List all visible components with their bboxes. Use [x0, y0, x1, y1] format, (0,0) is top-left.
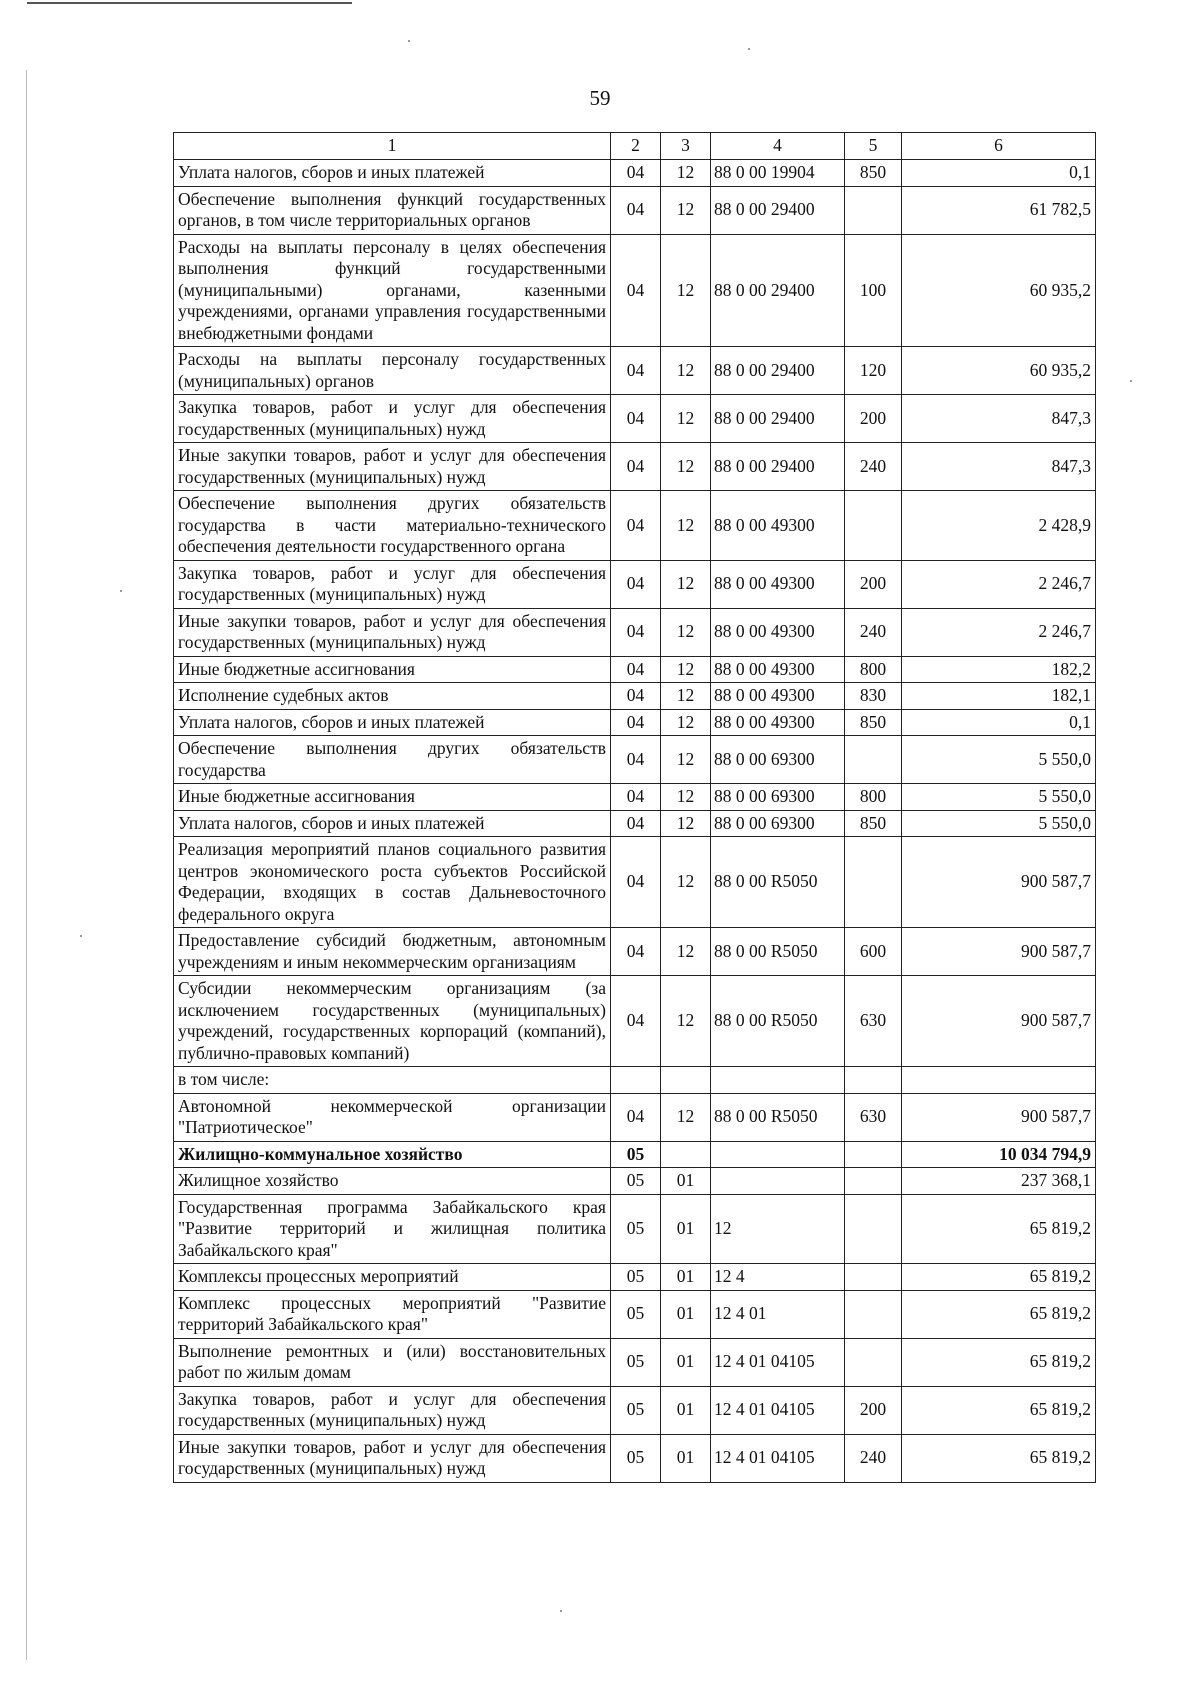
table-row [174, 1093, 1096, 1141]
table-row [174, 395, 1096, 443]
scan-speck [408, 40, 410, 42]
expense-type-cell [845, 1067, 902, 1094]
target-article-cell [711, 1168, 845, 1195]
expense-type-cell [845, 491, 902, 561]
expense-type-cell: 850 [845, 160, 902, 187]
table-row [174, 347, 1096, 395]
row-name-cell: Выполнение ремонтных и (или) восстановительных работ по жилым домам [174, 1338, 611, 1386]
section-code-cell: 04 [611, 234, 661, 347]
amount-cell: 900 587,7 [902, 1093, 1096, 1141]
scan-speck [1130, 380, 1132, 382]
amount-cell: 847,3 [902, 443, 1096, 491]
subsection-code-cell: 12 [661, 928, 711, 976]
expense-type-cell: 200 [845, 560, 902, 608]
amount-cell: 847,3 [902, 395, 1096, 443]
section-code-cell: 05 [611, 1168, 661, 1195]
amount-cell [902, 1067, 1096, 1094]
subsection-code-cell: 12 [661, 976, 711, 1067]
section-code-cell: 04 [611, 347, 661, 395]
table-row [174, 1338, 1096, 1386]
target-article-cell [711, 1141, 845, 1168]
row-name-cell: Расходы на выплаты персоналу государственных (муниципальных) органов [174, 347, 611, 395]
section-code-cell: 05 [611, 1141, 661, 1168]
expense-type-cell: 800 [845, 784, 902, 811]
subsection-code-cell: 12 [661, 186, 711, 234]
section-code-cell [611, 1067, 661, 1094]
row-name-cell: Иные бюджетные ассигнования [174, 656, 611, 683]
column-header-2: 2 [611, 133, 661, 160]
target-article-cell: 88 0 00 R5050 [711, 837, 845, 928]
amount-cell: 60 935,2 [902, 347, 1096, 395]
scan-speck [560, 1610, 562, 1612]
target-article-cell: 88 0 00 49300 [711, 491, 845, 561]
subsection-code-cell [661, 1067, 711, 1094]
table-row [174, 810, 1096, 837]
expense-type-cell: 240 [845, 608, 902, 656]
table-row [174, 656, 1096, 683]
row-name-cell: Иные закупки товаров, работ и услуг для обеспечения государственных (муниципальных) нужд [174, 1434, 611, 1482]
subsection-code-cell: 01 [661, 1386, 711, 1434]
subsection-code-cell: 12 [661, 560, 711, 608]
row-name-cell: Уплата налогов, сборов и иных платежей [174, 810, 611, 837]
target-article-cell: 12 4 01 [711, 1290, 845, 1338]
subsection-code-cell: 12 [661, 395, 711, 443]
row-name-cell: Предоставление субсидий бюджетным, автономным учреждениям и иным некоммерческим организациям [174, 928, 611, 976]
row-name-cell: Исполнение судебных актов [174, 683, 611, 710]
expense-type-cell: 240 [845, 1434, 902, 1482]
section-code-cell: 04 [611, 491, 661, 561]
column-header-5: 5 [845, 133, 902, 160]
amount-cell: 10 034 794,9 [902, 1141, 1096, 1168]
section-code-cell: 05 [611, 1194, 661, 1264]
row-name-cell: Иные закупки товаров, работ и услуг для обеспечения государственных (муниципальных) нужд [174, 608, 611, 656]
amount-cell: 65 819,2 [902, 1386, 1096, 1434]
column-header-4: 4 [711, 133, 845, 160]
expense-type-cell: 800 [845, 656, 902, 683]
table-row [174, 1194, 1096, 1264]
column-header-3: 3 [661, 133, 711, 160]
section-code-cell: 04 [611, 736, 661, 784]
table-row [174, 1264, 1096, 1291]
expense-type-cell: 240 [845, 443, 902, 491]
subsection-code-cell: 01 [661, 1168, 711, 1195]
budget-table-body [174, 133, 1096, 1483]
row-name-cell: Закупка товаров, работ и услуг для обеспечения государственных (муниципальных) нужд [174, 1386, 611, 1434]
amount-cell: 65 819,2 [902, 1264, 1096, 1291]
row-name-cell: Закупка товаров, работ и услуг для обеспечения государственных (муниципальных) нужд [174, 395, 611, 443]
column-header-1: 1 [174, 133, 611, 160]
amount-cell: 65 819,2 [902, 1194, 1096, 1264]
row-name-cell: Расходы на выплаты персоналу в целях обеспечения выполнения функций государственными (муниципальными) органами, казенными учреждениями, органами управления государственными внебюджетными фондами [174, 234, 611, 347]
row-name-cell: Уплата налогов, сборов и иных платежей [174, 160, 611, 187]
row-name-cell: Комплексы процессных мероприятий [174, 1264, 611, 1291]
section-code-cell: 04 [611, 186, 661, 234]
expense-type-cell [845, 736, 902, 784]
section-code-cell: 04 [611, 810, 661, 837]
subsection-code-cell: 12 [661, 709, 711, 736]
table-row [174, 1434, 1096, 1482]
table-row [174, 443, 1096, 491]
target-article-cell: 88 0 00 49300 [711, 608, 845, 656]
table-row [174, 928, 1096, 976]
target-article-cell: 88 0 00 49300 [711, 560, 845, 608]
target-article-cell: 88 0 00 29400 [711, 186, 845, 234]
row-name-cell: Уплата налогов, сборов и иных платежей [174, 709, 611, 736]
section-code-cell: 05 [611, 1290, 661, 1338]
subsection-code-cell: 12 [661, 837, 711, 928]
table-row [174, 234, 1096, 347]
table-row [174, 837, 1096, 928]
target-article-cell: 12 [711, 1194, 845, 1264]
left-scan-margin-line [26, 70, 27, 1660]
amount-cell: 2 246,7 [902, 560, 1096, 608]
row-name-cell: Иные бюджетные ассигнования [174, 784, 611, 811]
row-name-cell: Субсидии некоммерческим организациям (за исключением государственных (муниципальных) учреждений, государственных корпораций (компаний), публично-правовых компаний) [174, 976, 611, 1067]
target-article-cell: 88 0 00 69300 [711, 736, 845, 784]
table-row [174, 784, 1096, 811]
table-row [174, 1141, 1096, 1168]
column-header-6: 6 [902, 133, 1096, 160]
target-article-cell: 88 0 00 49300 [711, 709, 845, 736]
section-code-cell: 04 [611, 976, 661, 1067]
subsection-code-cell: 12 [661, 1093, 711, 1141]
target-article-cell: 88 0 00 R5050 [711, 1093, 845, 1141]
row-name-cell: Закупка товаров, работ и услуг для обеспечения государственных (муниципальных) нужд [174, 560, 611, 608]
row-name-cell: Обеспечение выполнения функций государственных органов, в том числе территориальных органов [174, 186, 611, 234]
expense-type-cell [845, 1264, 902, 1291]
target-article-cell: 88 0 00 29400 [711, 234, 845, 347]
expense-type-cell [845, 1338, 902, 1386]
amount-cell: 65 819,2 [902, 1290, 1096, 1338]
subsection-code-cell [661, 1141, 711, 1168]
expense-type-cell: 850 [845, 709, 902, 736]
section-code-cell: 04 [611, 656, 661, 683]
expense-type-cell: 100 [845, 234, 902, 347]
subsection-code-cell: 12 [661, 683, 711, 710]
table-row [174, 736, 1096, 784]
budget-table [173, 132, 1096, 1483]
row-name-cell: Комплекс процессных мероприятий "Развитие территорий Забайкальского края" [174, 1290, 611, 1338]
target-article-cell: 88 0 00 R5050 [711, 928, 845, 976]
amount-cell: 60 935,2 [902, 234, 1096, 347]
amount-cell: 61 782,5 [902, 186, 1096, 234]
target-article-cell [711, 1067, 845, 1094]
expense-type-cell [845, 1194, 902, 1264]
expense-type-cell [845, 1141, 902, 1168]
amount-cell: 65 819,2 [902, 1434, 1096, 1482]
target-article-cell: 12 4 [711, 1264, 845, 1291]
subsection-code-cell: 01 [661, 1290, 711, 1338]
row-name-cell: в том числе: [174, 1067, 611, 1094]
amount-cell: 182,1 [902, 683, 1096, 710]
target-article-cell: 88 0 00 49300 [711, 656, 845, 683]
subsection-code-cell: 12 [661, 160, 711, 187]
section-code-cell: 05 [611, 1264, 661, 1291]
section-code-cell: 04 [611, 160, 661, 187]
section-code-cell: 05 [611, 1386, 661, 1434]
subsection-code-cell: 01 [661, 1194, 711, 1264]
section-code-cell: 05 [611, 1338, 661, 1386]
amount-cell: 2 428,9 [902, 491, 1096, 561]
subsection-code-cell: 12 [661, 784, 711, 811]
section-code-cell: 04 [611, 1093, 661, 1141]
target-article-cell: 88 0 00 29400 [711, 395, 845, 443]
subsection-code-cell: 12 [661, 810, 711, 837]
expense-type-cell [845, 837, 902, 928]
expense-type-cell: 630 [845, 976, 902, 1067]
expense-type-cell [845, 186, 902, 234]
top-scan-rule [27, 2, 352, 4]
amount-cell: 237 368,1 [902, 1168, 1096, 1195]
table-row [174, 1290, 1096, 1338]
amount-cell: 900 587,7 [902, 976, 1096, 1067]
row-name-cell: Иные закупки товаров, работ и услуг для обеспечения государственных (муниципальных) нужд [174, 443, 611, 491]
subsection-code-cell: 12 [661, 347, 711, 395]
amount-cell: 900 587,7 [902, 837, 1096, 928]
table-row [174, 186, 1096, 234]
amount-cell: 5 550,0 [902, 736, 1096, 784]
subsection-code-cell: 01 [661, 1264, 711, 1291]
table-row [174, 491, 1096, 561]
target-article-cell: 88 0 00 69300 [711, 810, 845, 837]
expense-type-cell [845, 1290, 902, 1338]
row-name-cell: Государственная программа Забайкальского края "Развитие территорий и жилищная политика Забайкальского края" [174, 1194, 611, 1264]
table-row [174, 683, 1096, 710]
table-row [174, 560, 1096, 608]
table-row [174, 709, 1096, 736]
table-row [174, 1386, 1096, 1434]
amount-cell: 0,1 [902, 709, 1096, 736]
expense-type-cell: 630 [845, 1093, 902, 1141]
amount-cell: 65 819,2 [902, 1338, 1096, 1386]
expense-type-cell: 600 [845, 928, 902, 976]
row-name-cell: Автономной некоммерческой организации "Патриотическое" [174, 1093, 611, 1141]
section-code-cell: 04 [611, 395, 661, 443]
subsection-code-cell: 12 [661, 491, 711, 561]
target-article-cell: 12 4 01 04105 [711, 1434, 845, 1482]
subsection-code-cell: 12 [661, 656, 711, 683]
table-row [174, 1067, 1096, 1094]
subsection-code-cell: 01 [661, 1338, 711, 1386]
row-name-cell: Реализация мероприятий планов социального развития центров экономического роста субъектов Российской Федерации, входящих в состав Дальневосточного федерального округа [174, 837, 611, 928]
row-name-cell: Жилищно-коммунальное хозяйство [174, 1141, 611, 1168]
section-code-cell: 04 [611, 608, 661, 656]
table-header-row [174, 133, 1096, 160]
subsection-code-cell: 12 [661, 608, 711, 656]
target-article-cell: 88 0 00 R5050 [711, 976, 845, 1067]
amount-cell: 5 550,0 [902, 784, 1096, 811]
row-name-cell: Жилищное хозяйство [174, 1168, 611, 1195]
expense-type-cell [845, 1168, 902, 1195]
amount-cell: 2 246,7 [902, 608, 1096, 656]
target-article-cell: 88 0 00 49300 [711, 683, 845, 710]
subsection-code-cell: 01 [661, 1434, 711, 1482]
target-article-cell: 88 0 00 29400 [711, 347, 845, 395]
expense-type-cell: 850 [845, 810, 902, 837]
amount-cell: 182,2 [902, 656, 1096, 683]
table-row [174, 160, 1096, 187]
amount-cell: 0,1 [902, 160, 1096, 187]
target-article-cell: 12 4 01 04105 [711, 1338, 845, 1386]
section-code-cell: 04 [611, 837, 661, 928]
target-article-cell: 88 0 00 29400 [711, 443, 845, 491]
subsection-code-cell: 12 [661, 443, 711, 491]
amount-cell: 5 550,0 [902, 810, 1096, 837]
table-row [174, 1168, 1096, 1195]
row-name-cell: Обеспечение выполнения других обязательств государства [174, 736, 611, 784]
section-code-cell: 04 [611, 784, 661, 811]
target-article-cell: 12 4 01 04105 [711, 1386, 845, 1434]
scan-speck [120, 590, 122, 592]
row-name-cell: Обеспечение выполнения других обязательств государства в части материально-технического обеспечения деятельности государственного органа [174, 491, 611, 561]
scan-speck [748, 48, 750, 50]
section-code-cell: 05 [611, 1434, 661, 1482]
table-row [174, 976, 1096, 1067]
section-code-cell: 04 [611, 709, 661, 736]
page-number: 59 [589, 86, 611, 110]
section-code-cell: 04 [611, 683, 661, 710]
table-row [174, 608, 1096, 656]
section-code-cell: 04 [611, 443, 661, 491]
expense-type-cell: 830 [845, 683, 902, 710]
scan-speck [80, 935, 82, 937]
subsection-code-cell: 12 [661, 234, 711, 347]
target-article-cell: 88 0 00 69300 [711, 784, 845, 811]
section-code-cell: 04 [611, 928, 661, 976]
expense-type-cell: 120 [845, 347, 902, 395]
expense-type-cell: 200 [845, 395, 902, 443]
amount-cell: 900 587,7 [902, 928, 1096, 976]
section-code-cell: 04 [611, 560, 661, 608]
subsection-code-cell: 12 [661, 736, 711, 784]
target-article-cell: 88 0 00 19904 [711, 160, 845, 187]
expense-type-cell: 200 [845, 1386, 902, 1434]
